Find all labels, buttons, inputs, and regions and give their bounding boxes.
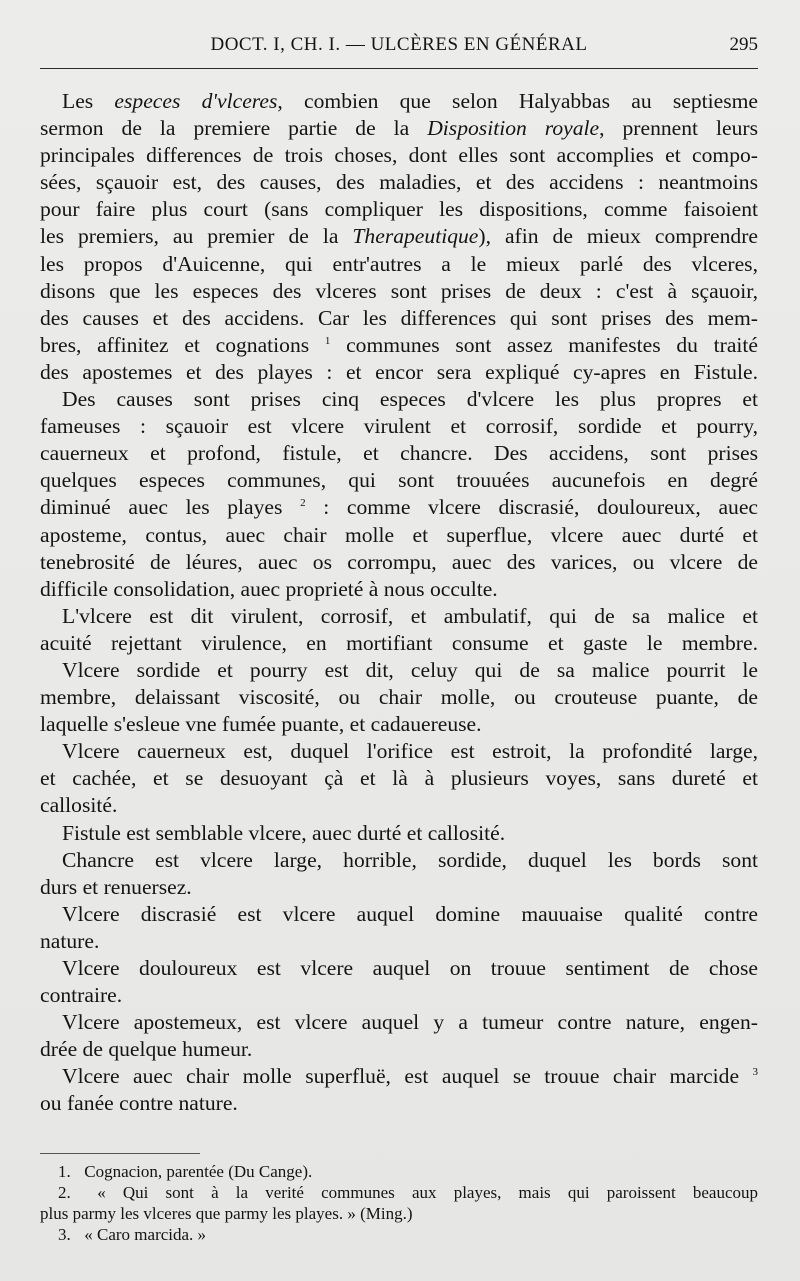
footnote-ref: 1	[324, 334, 331, 347]
text-line: des causes et des accidens. Car les differences qui sont prises des mem-	[40, 305, 758, 330]
footnote-ref: 2	[300, 497, 306, 510]
running-head	[40, 32, 758, 62]
paragraph-10	[40, 1009, 758, 1063]
text-line: membre, delaissant viscosité, ou chair molle, ou crouteuse puante, de	[40, 685, 758, 710]
text-line: callosité.	[40, 793, 118, 818]
text-line: cauerneux et profond, fistule, et chancre. Des accidens, sont prises	[40, 441, 758, 466]
paragraph-2	[40, 386, 758, 603]
text-line: principales differences de trois choses, dont elles sont accomplies et compo-	[40, 143, 758, 168]
text-line: Vlcere apostemeux, est vlcere auquel y a tumeur contre nature, engen-	[62, 1010, 758, 1035]
paragraph-3	[40, 603, 758, 657]
text-line: Vlcere auec chair molle superfluë, est auquel se trouue chair marcide $^3$	[62, 1064, 758, 1089]
running-title: DOCT. I, CH. I. — ULCÈRES EN GÉNÉRAL	[210, 34, 588, 55]
paragraph-11	[40, 1063, 758, 1117]
text-line: Des causes sont prises cinq especes d'vlcere les plus propres et	[62, 387, 758, 412]
footnote-ref: 3	[752, 1066, 758, 1079]
text-line: des apostemes et des playes : et encor sera expliqué cy-apres en Fistule.	[40, 359, 758, 384]
text-line: Vlcere sordide et pourry est dit, celuy qui de sa malice pourrit le	[62, 657, 758, 682]
paragraph-9	[40, 955, 758, 1009]
text-line: tenebrosité de léures, auec os corrompu, auec des varices, ou vlcere de	[40, 549, 758, 574]
text-line: Vlcere cauerneux est, duquel l'orifice est estroit, la profondité large,	[62, 739, 758, 764]
header-rule	[40, 68, 758, 69]
text-line: nature.	[40, 928, 100, 953]
footnotes	[40, 1161, 758, 1245]
paragraph-8	[40, 901, 758, 955]
text-line: contraire.	[40, 983, 123, 1008]
footnote-3: 3. « Caro marcida. »	[58, 1225, 207, 1244]
paragraph-1	[40, 88, 758, 386]
text-line: disons que les especes des vlceres sont prises de deux : c'est à sçauoir,	[40, 278, 758, 303]
paragraph-7	[40, 847, 758, 901]
text-line: aposteme, contus, auec chair molle et superflue, vlcere auec durté et	[40, 522, 758, 547]
text-line: pour faire plus court (sans compliquer les dispositions, comme faisoient	[40, 197, 758, 222]
footnote-2-continued: plus parmy les vlceres que parmy les playes. » (Ming.)	[40, 1204, 413, 1223]
footnote-separator	[40, 1153, 200, 1154]
paragraph-4	[40, 657, 758, 738]
text-line: sermon de la premiere partie de la Disposition royale, prennent leurs	[40, 116, 759, 141]
paragraph-5	[40, 738, 758, 819]
paragraph-6	[40, 820, 758, 847]
text-line: bres, affinitez et cognations $^1$ communes sont assez manifestes du traité	[40, 332, 758, 357]
text-line: quelques especes communes, qui sont trouuées aucunefois en degré	[40, 468, 758, 493]
text-line: difficile consolidation, auec proprieté à nous occulte.	[40, 576, 498, 601]
text-line: et cachée, et se desuoyant çà et là à plusieurs voyes, sans dureté et	[40, 766, 758, 791]
text-line: Les especes d'vlceres, combien que selon Halyabbas au septiesme	[62, 89, 759, 113]
page-number: 295	[729, 34, 758, 55]
text-line: Chancre est vlcere large, horrible, sordide, duquel les bords sont	[62, 847, 758, 872]
text-line: les premiers, au premier de la Therapeutique), afin de mieux comprendre	[40, 224, 759, 249]
text-line: L'vlcere est dit virulent, corrosif, et ambulatif, qui de sa malice et	[62, 603, 758, 628]
text-line: les propos d'Auicenne, qui entr'autres a le mieux parlé des vlceres,	[40, 251, 758, 276]
text-line: acuité rejettant virulence, en mortifiant consume et gaste le membre.	[40, 630, 758, 655]
text-line: Fistule est semblable vlcere, auec durté et callosité.	[62, 820, 506, 845]
text-line: laquelle s'esleue vne fumée puante, et cadauereuse.	[40, 712, 482, 737]
text-line: durs et renuersez.	[40, 874, 192, 899]
footnote-2: 2. « Qui sont à la verité communes aux playes, mais qui paroissent beaucoup	[58, 1183, 758, 1202]
text-line: ou fanée contre nature.	[40, 1091, 238, 1116]
text-line: diminué auec les playes $^2$ : comme vlcere discrasié, douloureux, auec	[40, 495, 758, 520]
text-line: fameuses : sçauoir est vlcere virulent et corrosif, sordide et pourry,	[40, 414, 758, 439]
footnote-1: 1. Cognacion, parentée (Du Cange).	[58, 1162, 313, 1181]
text-line: Vlcere douloureux est vlcere auquel on trouue sentiment de chose	[62, 956, 758, 980]
text-line: sées, sçauoir est, des causes, des maladies, et des accidens : neantmoins	[40, 170, 758, 195]
text-line: drée de quelque humeur.	[40, 1037, 253, 1062]
body-text	[40, 88, 758, 1118]
text-line: Vlcere discrasié est vlcere auquel domine mauuaise qualité contre	[62, 901, 758, 926]
